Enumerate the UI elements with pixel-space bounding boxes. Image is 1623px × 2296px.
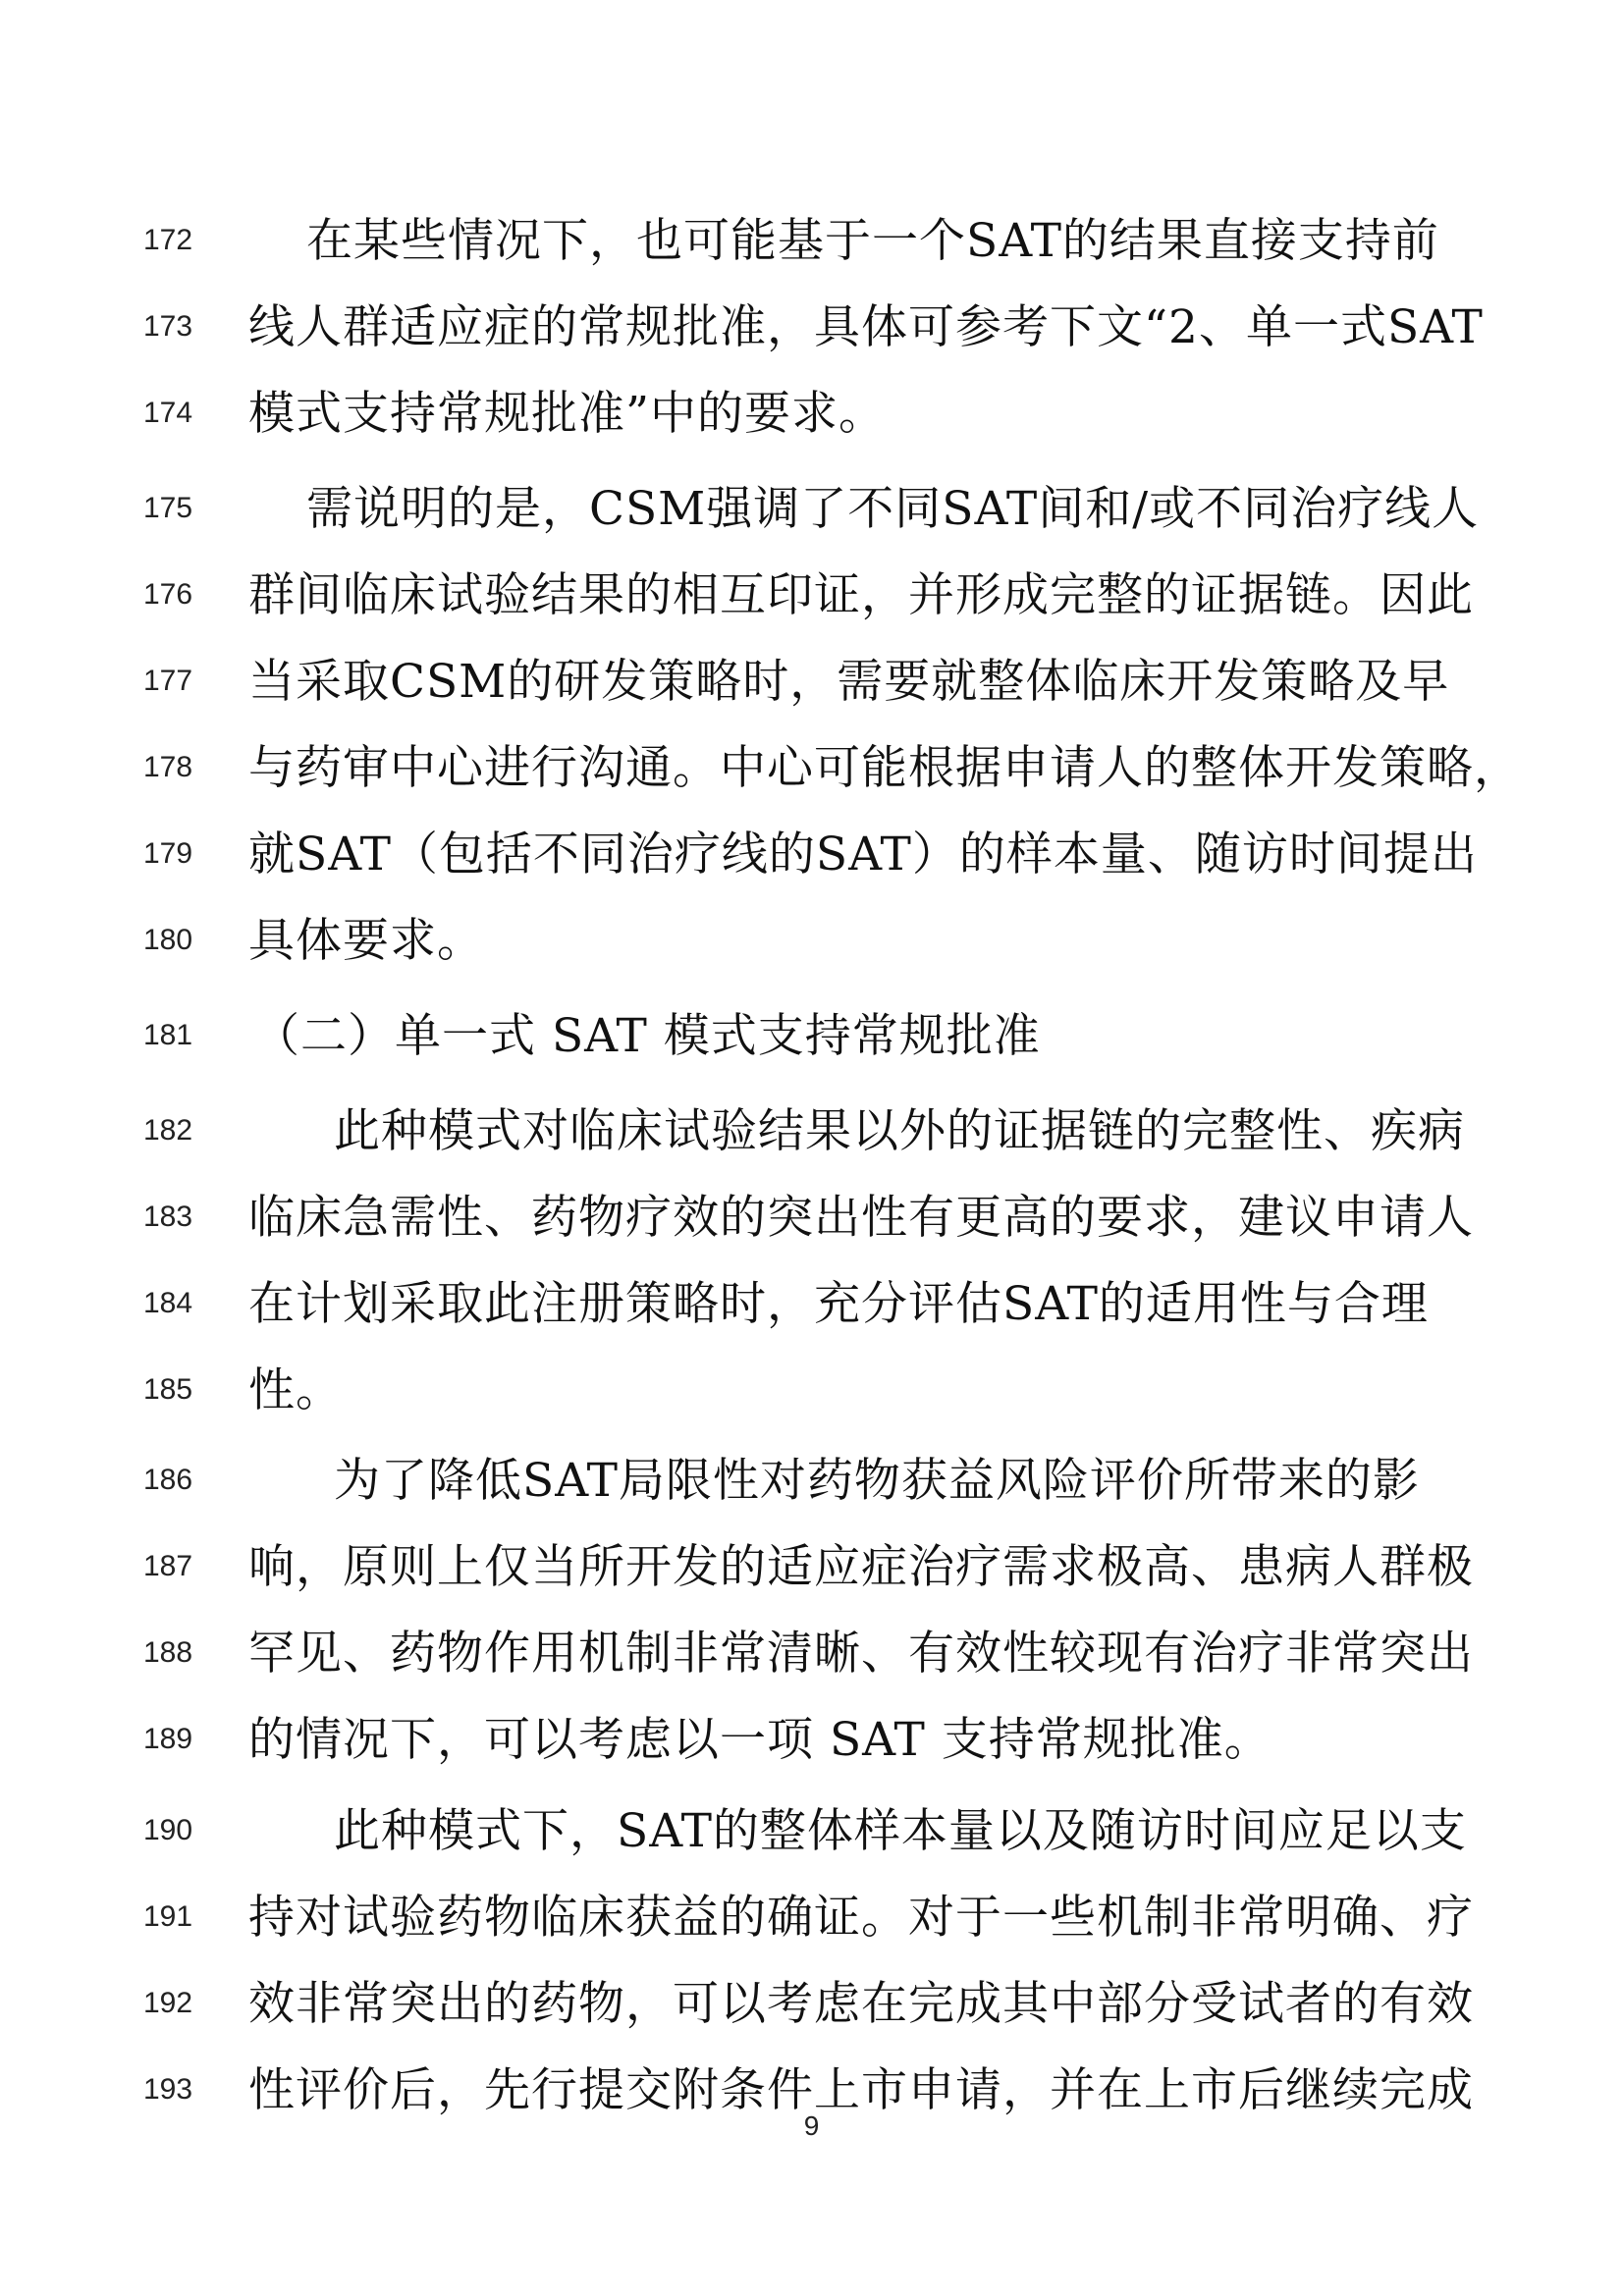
section-heading: （二）单一式 SAT 模式支持常规批准 [253,1009,1041,1063]
line-number: 188 [143,1636,193,1669]
line-number: 175 [143,492,193,524]
line-text: 为 了 降 低 SAT 局 限 性 对 药 物 获 益 风 险 评 价 所 带 来 的 影 [334,1454,1420,1508]
line-number: 178 [143,751,193,783]
text-line [0,1438,1623,1524]
text-line [0,1611,1623,1697]
text-line [0,1089,1623,1175]
text-line [0,466,1623,553]
text-line [0,639,1623,725]
line-number: 181 [143,1019,193,1051]
line-text: 性 评 价 后 ， 先 行 提 交 附 条 件 上 市 申 请 ， 并 在 上 市 后 继 续 完 成 [248,2063,1474,2117]
text-line [0,1261,1623,1348]
text-line [0,993,1623,1080]
line-number: 176 [143,578,193,611]
line-text: 需 说 明 的 是 ， CSM 强 调 了 不 同 SAT 间 和 / 或 不 同 治 疗 线 人 [306,482,1480,536]
text-line [0,285,1623,371]
line-number: 192 [143,1987,193,2019]
text-line [0,1697,1623,1784]
text-line [0,1875,1623,1961]
line-number: 189 [143,1723,193,1755]
line-number: 187 [143,1550,193,1582]
line-text: 当 采 取 CSM 的 研 发 策 略 时 ， 需 要 就 整 体 临 床 开 发 策 略 及 早 [248,655,1450,709]
line-text: 罕 见 、 药 物 作 用 机 制 非 常 清 晰 、 有 效 性 较 现 有 治 疗 非 常 突 出 [248,1627,1474,1681]
line-text: 具体要求。 [248,914,484,968]
text-line [0,1524,1623,1611]
line-text: 持 对 试 验 药 物 临 床 获 益 的 确 证 。 对 于 一 些 机 制 非 常 明 确 、 疗 [248,1891,1474,1945]
line-number: 173 [143,310,193,343]
text-line [0,198,1623,285]
text-line [0,1961,1623,2048]
line-number: 182 [143,1114,193,1147]
line-text: 的情况下，可以考虑以一项 SAT 支持常规批准。 [248,1713,1271,1767]
text-line [0,1348,1623,1434]
line-text: 线 人 群 适 应 症 的 常 规 批 准 ， 具 体 可 参 考 下 文 “ 2 、 单 一 式 SAT [248,300,1484,354]
text-line [0,1789,1623,1875]
line-number: 193 [143,2073,193,2106]
text-line [0,725,1623,812]
text-line [0,371,1623,457]
line-text: 在 某 些 情 况 下 ， 也 可 能 基 于 一 个 SAT 的 结 果 直 接 支 持 前 [306,214,1439,268]
line-number: 184 [143,1287,193,1319]
line-number: 172 [143,224,193,256]
line-text: 在 计 划 采 取 此 注 册 策 略 时 ， 充 分 评 估 SAT 的 适 用 性 与 合 理 [248,1277,1429,1331]
line-text: 临 床 急 需 性 、 药 物 疗 效 的 突 出 性 有 更 高 的 要 求 ， 建 议 申 请 人 [248,1191,1474,1245]
text-line [0,812,1623,898]
line-number: 190 [143,1814,193,1846]
text-line [0,1175,1623,1261]
line-number: 179 [143,837,193,870]
line-text: 与 药 审 中 心 进 行 沟 通 。 中 心 可 能 根 据 申 请 人 的 整 体 开 发 策 略 ， [248,741,1521,795]
line-number: 191 [143,1900,193,1933]
page-number: 9 [803,2110,820,2141]
line-text: 模式支持常规批准”中的要求。 [248,387,887,441]
line-text: 响 ， 原 则 上 仅 当 所 开 发 的 适 应 症 治 疗 需 求 极 高 、 患 病 人 群 极 [248,1540,1474,1594]
line-number: 185 [143,1373,193,1406]
line-number: 174 [143,397,193,429]
line-text: 就 SAT （ 包 括 不 同 治 疗 线 的 SAT ） 的 样 本 量 、 随 访 时 间 提 出 [248,828,1478,881]
line-number: 177 [143,665,193,697]
line-text: 效 非 常 突 出 的 药 物 ， 可 以 考 虑 在 完 成 其 中 部 分 受 试 者 的 有 效 [248,1977,1474,2031]
line-number: 183 [143,1201,193,1233]
line-text: 此 种 模 式 下 ， SAT 的 整 体 样 本 量 以 及 随 访 时 间 应 足 以 支 [334,1804,1467,1858]
line-text: 群 间 临 床 试 验 结 果 的 相 互 印 证 ， 并 形 成 完 整 的 证 据 链 。 因 此 [248,568,1474,622]
text-line [0,553,1623,639]
line-text: 此 种 模 式 对 临 床 试 验 结 果 以 外 的 证 据 链 的 完 整 性 、 疾 病 [334,1104,1465,1158]
line-text: 性。 [248,1363,343,1417]
text-line [0,898,1623,985]
line-number: 186 [143,1464,193,1496]
line-number: 180 [143,924,193,956]
